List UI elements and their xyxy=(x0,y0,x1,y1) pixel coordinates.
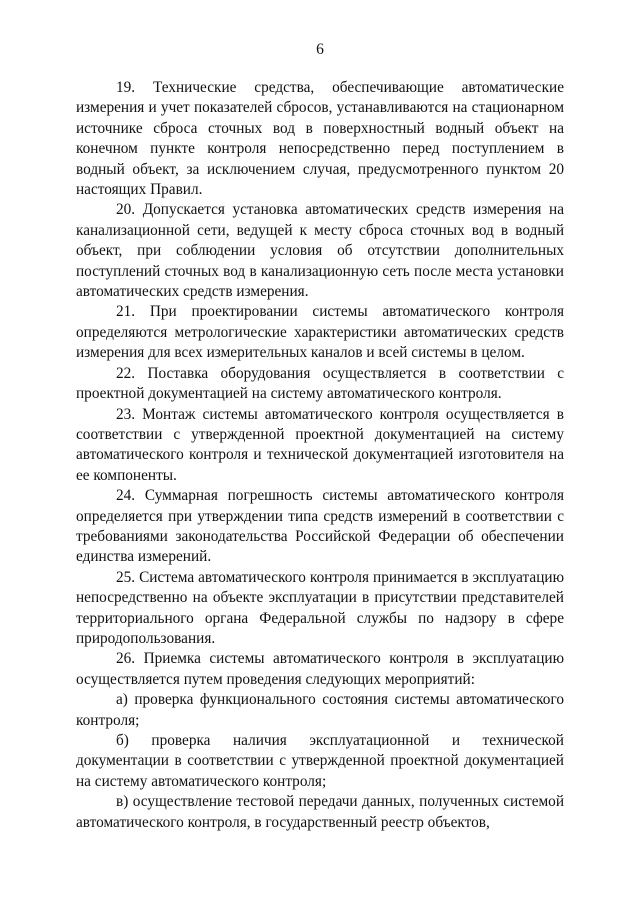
list-item-b: б) проверка наличия эксплуатационной и технической документации в соответствии с утвержденной проектной документацией на систему автоматического контроля; xyxy=(76,732,564,790)
paragraph-23: 23. Монтаж системы автоматического контроля осуществляется в соответствии с утвержденной проектной документацией на систему автоматического контроля и технической документацией изготовителя на ее компоненты. xyxy=(76,405,564,484)
list-item-v: в) осуществление тестовой передачи данных, полученных системой автоматического контроля, в государственный реестр объектов, xyxy=(76,793,564,831)
page-number: 6 xyxy=(316,41,324,58)
paragraph-24: 24. Суммарная погрешность системы автоматического контроля определяется при утверждении типа средств измерений в соответствии с требованиями законодательства Российской Федерации об обеспечении единства измерений. xyxy=(76,487,564,566)
paragraph-22: 22. Поставка оборудования осуществляется в соответствии с проектной документацией на систему автоматического контроля. xyxy=(76,364,564,403)
paragraph-26: 26. Приемка системы автоматического контроля в эксплуатацию осуществляется путем проведения следующих мероприятий: xyxy=(76,650,564,688)
list-item-a: а) проверка функционального состояния системы автоматического контроля; xyxy=(76,691,564,729)
document-body xyxy=(76,78,564,833)
paragraph-25: 25. Система автоматического контроля принимается в эксплуатацию непосредственно на объекте эксплуатации в присутствии представителей территориального органа Федеральной службы по надзору в сфере природопользования. xyxy=(76,568,564,647)
paragraph-19: 19. Технические средства, обеспечивающие автоматические измерения и учет показателей сбросов, устанавливаются на стационарном источнике сброса сточных вод в поверхностный водный объект на конечном пункте контроля непосредственно перед поступлением в водный объект, за исключением случая, предусмотренного пунктом 20 настоящих Правил. xyxy=(76,79,564,199)
paragraph-20: 20. Допускается установка автоматических средств измерения на канализационной сети, ведущей к месту сброса сточных вод в водный объект, при соблюдении условия об отсутствии дополнительных поступлений сточных вод в канализационную сеть после места установки автоматических средств измерения. xyxy=(76,201,564,301)
paragraph-21: 21. При проектировании системы автоматического контроля определяются метрологические характеристики автоматических средств измерения для всех измерительных каналов и всей системы в целом. xyxy=(76,303,564,362)
